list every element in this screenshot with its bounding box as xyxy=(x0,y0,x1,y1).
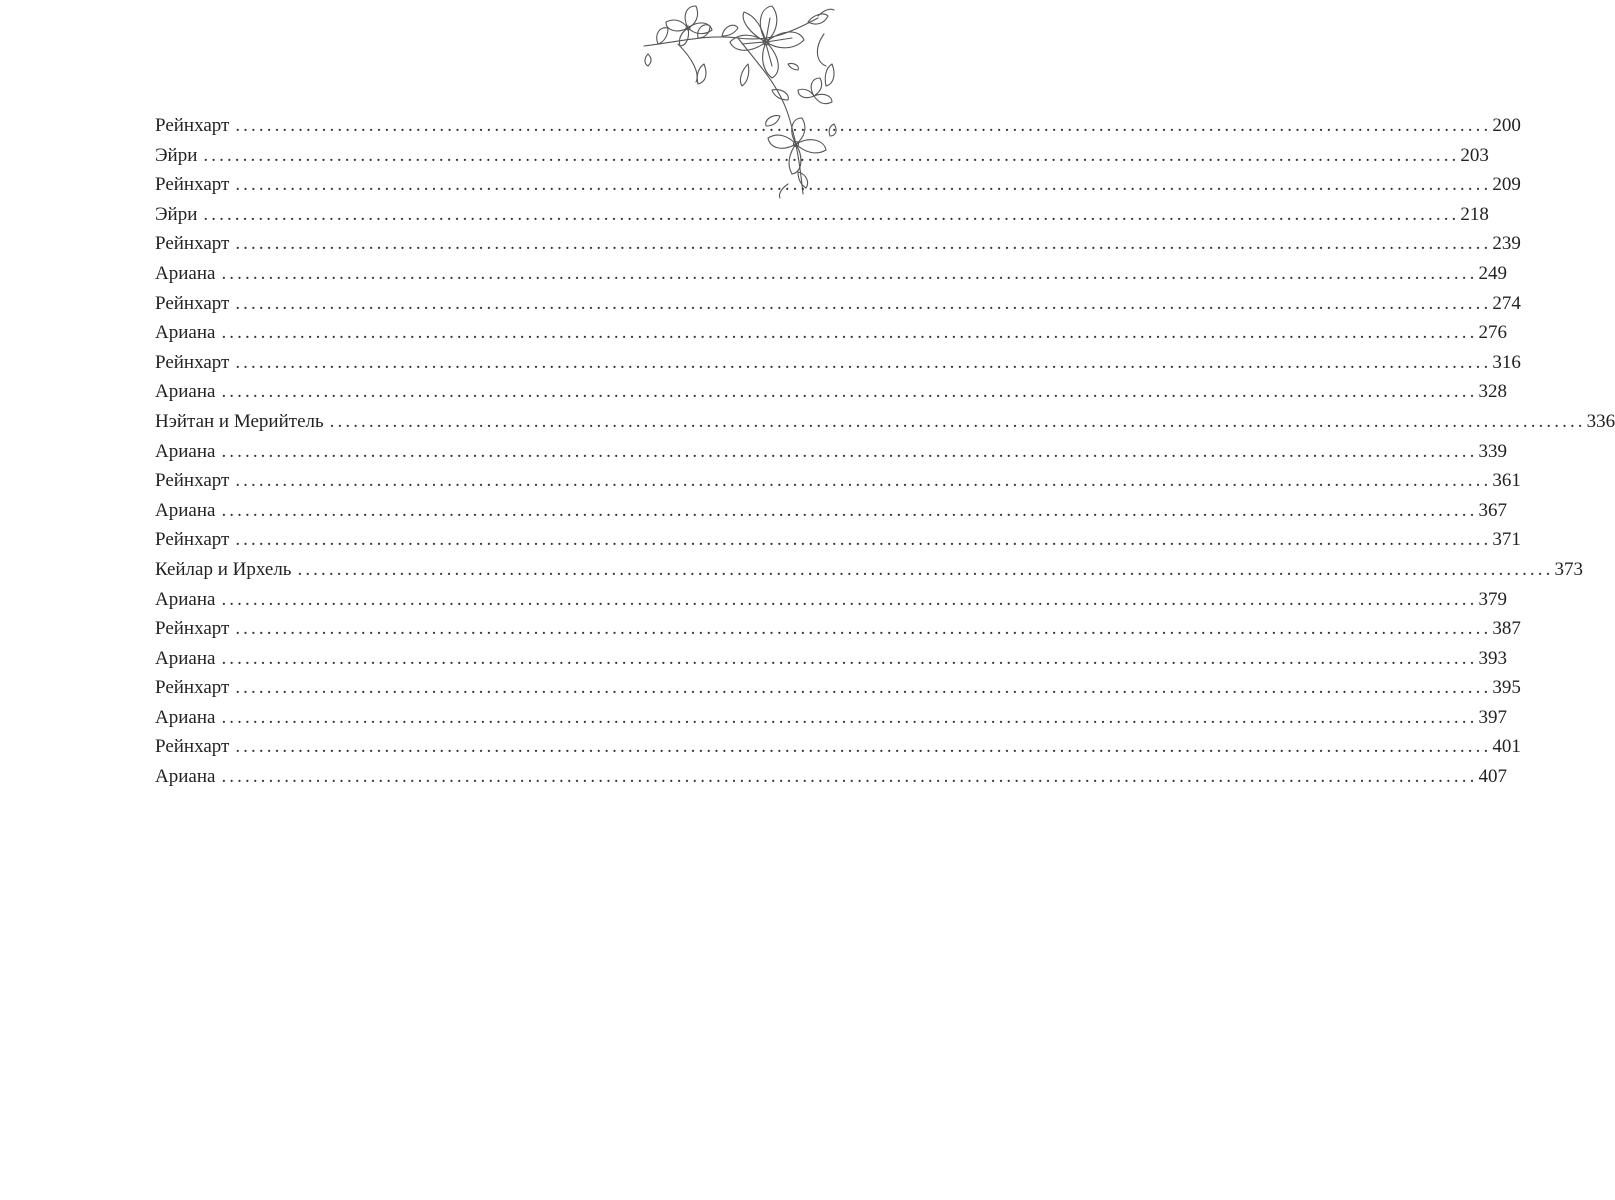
toc-entry-title: Рейнхарт xyxy=(155,174,230,196)
toc-dot-leader: ................................................................................................................................................................ xyxy=(235,677,1492,699)
toc-entry-page: 373 xyxy=(1554,558,1583,580)
toc-entry-title: Рейнхарт xyxy=(155,529,230,551)
toc-entry-page: 367 xyxy=(1478,499,1507,521)
toc-entry xyxy=(155,703,1507,733)
toc-dot-leader: ................................................................................................................................................................ xyxy=(221,440,1478,462)
toc-entry-title: Нэйтан и Мерийтель xyxy=(155,410,324,432)
toc-entry-title: Ариана xyxy=(155,262,216,284)
toc-entry-page: 276 xyxy=(1478,322,1507,344)
toc-entry-page: 407 xyxy=(1478,766,1507,788)
toc-entry xyxy=(155,259,1507,289)
toc-entry-title: Рейнхарт xyxy=(155,470,230,492)
toc-entry-page: 239 xyxy=(1492,233,1521,255)
toc-entry xyxy=(155,318,1507,348)
toc-entry-page: 200 xyxy=(1492,115,1521,136)
toc-entry xyxy=(155,732,1521,762)
toc-entry xyxy=(155,141,1489,171)
toc-dot-leader: ................................................................................................................................................................ xyxy=(235,618,1492,640)
toc-entry xyxy=(155,585,1507,615)
toc-dot-leader: ................................................................................................................................................................ xyxy=(221,766,1478,788)
toc-entry-title: Рейнхарт xyxy=(155,736,230,758)
toc-entry-title: Ариана xyxy=(155,322,216,344)
toc-entry-title: Кейлар и Ирхель xyxy=(155,558,292,580)
toc-dot-leader: ................................................................................................................................................................ xyxy=(203,203,1460,225)
toc-dot-leader: ................................................................................................................................................................ xyxy=(297,558,1554,580)
toc-entry-title: Рейнхарт xyxy=(155,351,230,373)
toc-entry-title: Ариана xyxy=(155,381,216,403)
toc-entry-page: 371 xyxy=(1492,529,1521,551)
toc-dot-leader: ................................................................................................................................................................ xyxy=(221,499,1478,521)
toc-dot-leader: ................................................................................................................................................................ xyxy=(235,736,1492,758)
toc-dot-leader: ................................................................................................................................................................ xyxy=(221,706,1478,728)
toc-entry-page: 328 xyxy=(1478,381,1507,403)
toc-entry-page: 339 xyxy=(1478,440,1507,462)
toc-entry-title: Эйри xyxy=(155,203,198,225)
toc-entry xyxy=(155,111,1521,141)
toc-entry xyxy=(155,644,1507,674)
toc-entry-title: Рейнхарт xyxy=(155,233,230,255)
toc-entry-page: 218 xyxy=(1460,203,1489,225)
toc-dot-leader: ................................................................................................................................................................ xyxy=(221,322,1478,344)
toc-dot-leader: ................................................................................................................................................................ xyxy=(221,588,1478,610)
toc-entry-title: Ариана xyxy=(155,647,216,669)
toc-entry-title: Эйри xyxy=(155,144,198,166)
toc-entry xyxy=(155,170,1521,200)
toc-dot-leader: ................................................................................................................................................................ xyxy=(235,529,1492,551)
toc-entry-page: 209 xyxy=(1492,174,1521,196)
table-of-contents xyxy=(155,111,1615,792)
toc-dot-leader: ................................................................................................................................................................ xyxy=(235,351,1492,373)
toc-entry xyxy=(155,289,1521,319)
toc-dot-leader: ................................................................................................................................................................ xyxy=(203,144,1460,166)
toc-entry-page: 316 xyxy=(1492,351,1521,373)
toc-entry xyxy=(155,555,1583,585)
toc-entry-title: Ариана xyxy=(155,706,216,728)
toc-entry xyxy=(155,673,1521,703)
toc-entry xyxy=(155,525,1521,555)
toc-entry-page: 387 xyxy=(1492,618,1521,640)
toc-entry-page: 336 xyxy=(1586,410,1615,432)
toc-entry-page: 203 xyxy=(1460,144,1489,166)
toc-dot-leader: ................................................................................................................................................................ xyxy=(235,233,1492,255)
toc-entry-page: 274 xyxy=(1492,292,1521,314)
toc-entry xyxy=(155,348,1521,378)
toc-entry-title: Ариана xyxy=(155,588,216,610)
toc-entry xyxy=(155,466,1521,496)
toc-entry-title: Рейнхарт xyxy=(155,677,230,699)
toc-entry xyxy=(155,614,1521,644)
toc-entry xyxy=(155,437,1507,467)
toc-entry-title: Рейнхарт xyxy=(155,618,230,640)
toc-dot-leader: ................................................................................................................................................................ xyxy=(235,470,1492,492)
toc-dot-leader: ................................................................................................................................................................ xyxy=(235,292,1492,314)
toc-dot-leader: ................................................................................................................................................................ xyxy=(221,381,1478,403)
toc-dot-leader: ................................................................................................................................................................ xyxy=(235,174,1492,196)
toc-entry-page: 401 xyxy=(1492,736,1521,758)
toc-entry xyxy=(155,407,1615,437)
toc-entry-title: Рейнхарт xyxy=(155,115,230,136)
toc-entry-page: 379 xyxy=(1478,588,1507,610)
toc-entry xyxy=(155,229,1521,259)
toc-entry-page: 361 xyxy=(1492,470,1521,492)
toc-entry-page: 393 xyxy=(1478,647,1507,669)
toc-entry-page: 397 xyxy=(1478,706,1507,728)
toc-dot-leader: ................................................................................................................................................................ xyxy=(221,647,1478,669)
toc-entry xyxy=(155,377,1507,407)
toc-dot-leader: ................................................................................................................................................................ xyxy=(329,410,1586,432)
toc-entry-page: 395 xyxy=(1492,677,1521,699)
toc-entry-title: Ариана xyxy=(155,499,216,521)
toc-dot-leader: ................................................................................................................................................................ xyxy=(221,262,1478,284)
toc-dot-leader: ................................................................................................................................................................ xyxy=(235,115,1492,136)
toc-entry-title: Ариана xyxy=(155,440,216,462)
toc-entry xyxy=(155,762,1507,792)
toc-entry-title: Рейнхарт xyxy=(155,292,230,314)
toc-entry xyxy=(155,496,1507,526)
toc-entry xyxy=(155,200,1489,230)
toc-entry-page: 249 xyxy=(1478,262,1507,284)
toc-entry-title: Ариана xyxy=(155,766,216,788)
